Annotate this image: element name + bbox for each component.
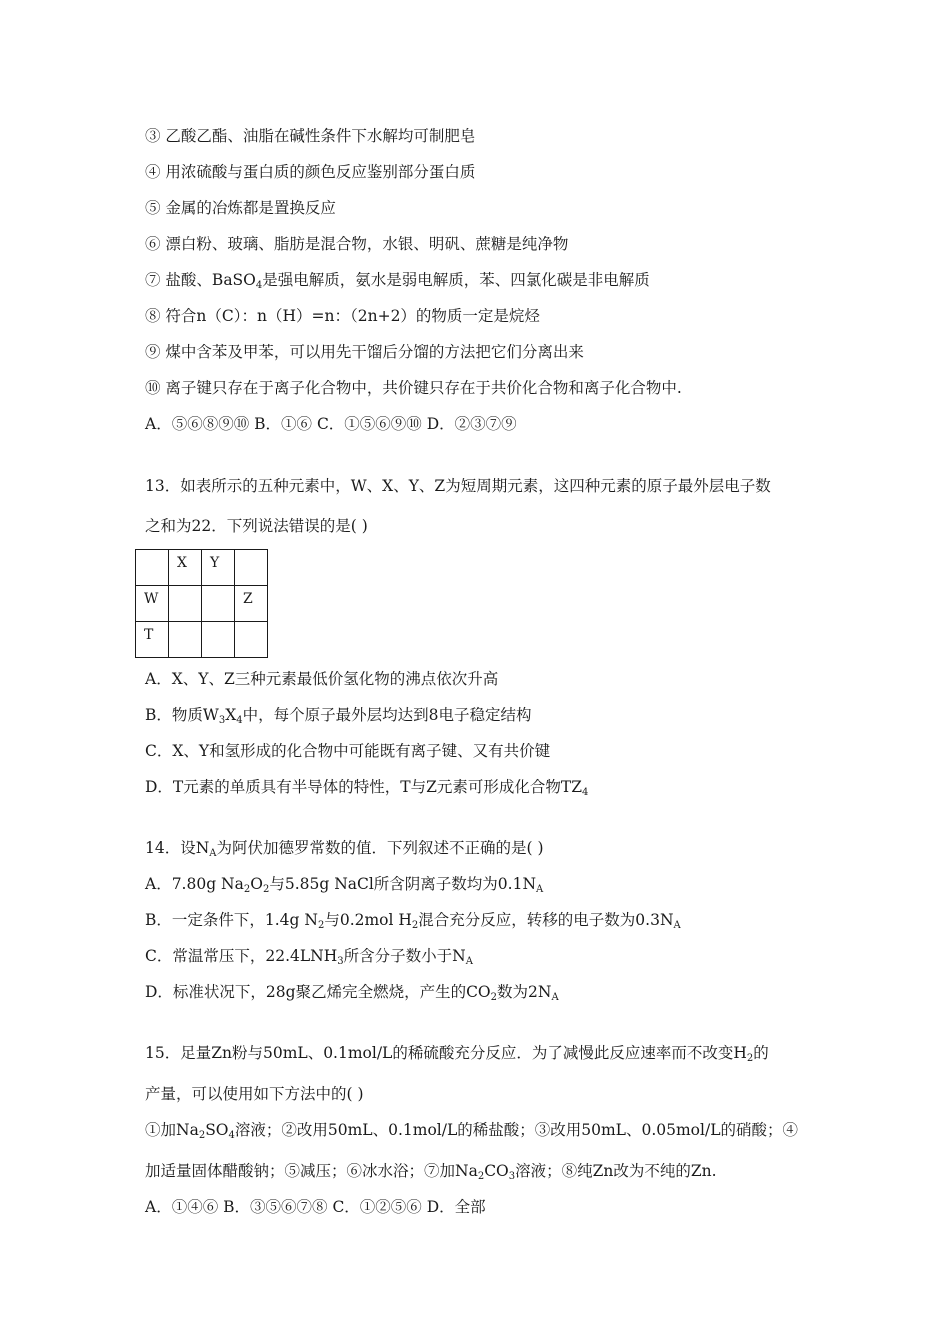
table-cell [235, 550, 268, 586]
statement-6: ⑥ 漂白粉、玻璃、脂肪是混合物，水银、明矾、蔗糖是纯净物 [145, 235, 569, 253]
table-cell [202, 586, 235, 622]
q14-option-b: B．一定条件下，1.4g $N_2$与0.2mol $H_2$混合充分反应，转移的电子数为$0.3N_A$ [145, 911, 681, 931]
table-cell: T [136, 622, 169, 658]
table-cell: Y [202, 550, 235, 586]
statement-5: ⑤ 金属的冶炼都是置换反应 [145, 199, 336, 217]
table-cell [169, 586, 202, 622]
statement-10: ⑩ 离子键只存在于离子化合物中，共价键只存在于共价化合物和离子化合物中. [145, 379, 682, 397]
statement-8: ⑧ 符合n（C）：n（H）=n：（2n+2）的物质一定是烷烃 [145, 307, 540, 325]
q12-options: A．⑤⑥⑧⑨⑩ B．①⑥ C．①⑤⑥⑨⑩ D．②③⑦⑨ [145, 415, 517, 433]
q13-option-a: A．X、Y、Z三种元素最低价氢化物的沸点依次升高 [145, 670, 499, 688]
q14-option-c: C．常温常压下，$22.4LNH_3$所含分子数小于$N_A$ [145, 947, 473, 967]
q15-options: A．①④⑥ B．③⑤⑥⑦⑧ C．①②⑤⑥ D．全部 [145, 1198, 486, 1216]
table-cell [169, 622, 202, 658]
q15-stem-line2: 产量，可以使用如下方法中的( ) [145, 1085, 364, 1103]
q13-option-d: D．T元素的单质具有半导体的特性，T与Z元素可形成化合物$TZ_4$ [145, 778, 589, 798]
statement-9: ⑨ 煤中含苯及甲苯，可以用先干馏后分馏的方法把它们分离出来 [145, 343, 584, 361]
table-cell: X [169, 550, 202, 586]
table-cell: Z [235, 586, 268, 622]
q13-option-c: C．X、Y和氢形成的化合物中可能既有离子键、又有共价键 [145, 742, 551, 760]
q15-stem-line1: 15．足量Zn粉与50mL、0.1mol/L的稀硫酸充分反应．为了减慢此反应速率而不改变$H_2$的 [145, 1044, 769, 1064]
table-cell [235, 622, 268, 658]
periodic-table-fragment [135, 549, 268, 658]
q15-methods-line2: 加适量固体醋酸钠；⑤减压；⑥冰水浴；⑦加$Na_2CO_3$溶液；⑧纯Zn改为不纯的Zn. [145, 1162, 717, 1182]
table-cell [202, 622, 235, 658]
q13-stem-line1: 13．如表所示的五种元素中，W、X、Y、Z为短周期元素，这四种元素的原子最外层电子数 [145, 477, 771, 495]
statement-3: ③ 乙酸乙酯、油脂在碱性条件下水解均可制肥皂 [145, 127, 476, 145]
table-cell [136, 550, 169, 586]
q13-option-b: B．物质$W_3X_4$中，每个原子最外层均达到8电子稳定结构 [145, 706, 532, 726]
q14-option-a: A．7.80g $Na_2O_2$与5.85g NaCl所含阴离子数均为$0.1N_A$ [145, 875, 544, 895]
q15-methods-line1: ①加$Na_2SO_4$溶液；②改用50mL、0.1mol/L的稀盐酸；③改用50mL、0.05mol/L的硝酸；④ [145, 1121, 798, 1141]
statement-7: ⑦ 盐酸、BaSO$_4$是强电解质，氨水是弱电解质，苯、四氯化碳是非电解质 [145, 271, 650, 291]
q14-stem: 14．设$N_A$为阿伏加德罗常数的值．下列叙述不正确的是( ) [145, 839, 544, 859]
statement-4: ④ 用浓硫酸与蛋白质的颜色反应鉴别部分蛋白质 [145, 163, 476, 181]
q13-stem-line2: 之和为22．下列说法错误的是( ) [145, 517, 368, 535]
table-cell: W [136, 586, 169, 622]
q14-option-d: D．标准状况下，28g聚乙烯完全燃烧，产生的$CO_2$数为$2N_A$ [145, 983, 559, 1003]
